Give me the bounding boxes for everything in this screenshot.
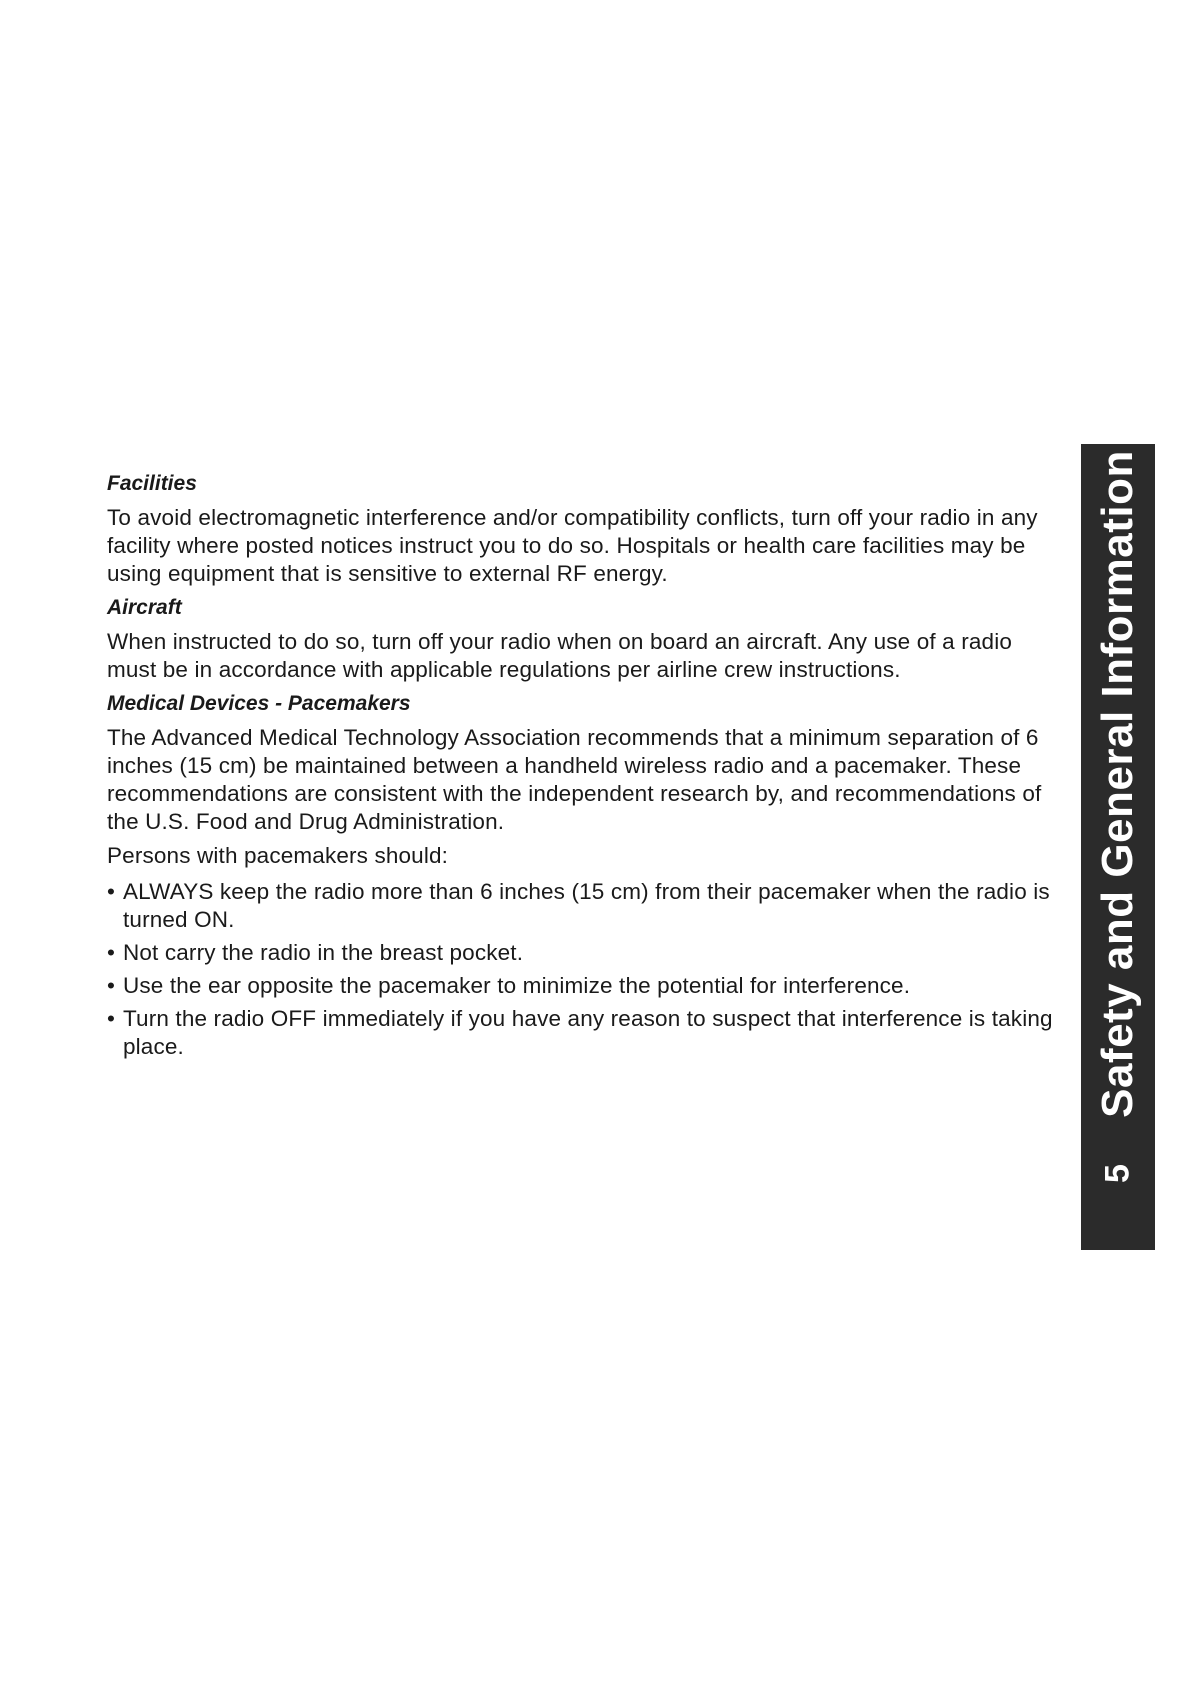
section-paragraph: The Advanced Medical Technology Association recommends that a minimum separation of 6 inches (15 cm) be maintained between a handheld wireless radio and a pacemaker. These recommendations are consistent with the independent research by, and recommendations of the U.S. Food and Drug Administration.	[107, 725, 1042, 834]
section-heading: Aircraft	[107, 596, 182, 619]
bullet-icon: •	[107, 879, 116, 904]
section-paragraph: To avoid electromagnetic interference and/or compatibility conflicts, turn off your radio in any facility where posted notices instruct you to do so. Hospitals or health care facilities may be using equipment that is sensitive to external RF energy.	[107, 505, 1038, 586]
bullet-icon: •	[107, 1006, 116, 1031]
chapter-side-tab	[1081, 444, 1155, 1250]
list-item-text: Use the ear opposite the pacemaker to minimize the potential for interference.	[123, 973, 911, 998]
section-heading: Facilities	[107, 472, 197, 495]
section-facilities	[107, 470, 1067, 588]
list-item-text: Turn the radio OFF immediately if you have any reason to suspect that interference is taking place.	[123, 1006, 1053, 1059]
chapter-title: Safety and General Information	[1093, 450, 1142, 1118]
page-content	[107, 470, 1067, 1066]
section-paragraph: When instructed to do so, turn off your radio when on board an aircraft. Any use of a radio must be in accordance with applicable regulations per airline crew instructions.	[107, 629, 1013, 682]
list-item	[107, 878, 1067, 934]
section-aircraft	[107, 594, 1067, 684]
section-pacemakers	[107, 690, 1067, 1061]
list-item	[107, 972, 1067, 1000]
section-paragraph: Persons with pacemakers should:	[107, 843, 449, 868]
section-heading: Medical Devices - Pacemakers	[107, 692, 411, 715]
list-item-text: Not carry the radio in the breast pocket.	[123, 940, 524, 965]
list-item-text: ALWAYS keep the radio more than 6 inches (15 cm) from their pacemaker when the radio is turned ON.	[123, 879, 1050, 932]
bullet-list	[107, 878, 1067, 1061]
list-item	[107, 939, 1067, 967]
bullet-icon: •	[107, 940, 116, 965]
bullet-icon: •	[107, 973, 116, 998]
list-item	[107, 1005, 1067, 1061]
page-number: 5	[1098, 1164, 1137, 1183]
